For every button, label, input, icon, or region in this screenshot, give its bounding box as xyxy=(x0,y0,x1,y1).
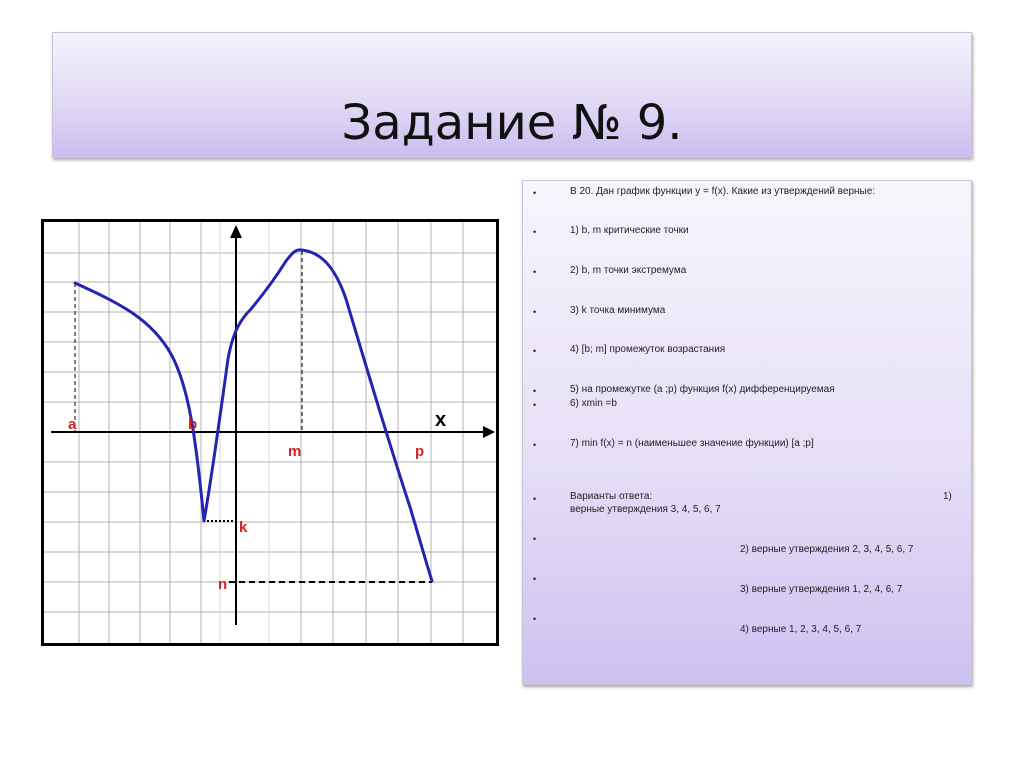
statement-3: 3) k точка минимума xyxy=(570,305,666,316)
bullet: • xyxy=(533,440,537,450)
statement-2: 2) b, m точки экстремума xyxy=(570,265,687,276)
answers-header: Варианты ответа: xyxy=(570,491,653,502)
slide-title: Задание № 9. xyxy=(341,95,683,151)
bullet: • xyxy=(533,400,537,410)
label-k: k xyxy=(239,519,248,536)
bullet: • xyxy=(533,386,537,396)
statement-5: 5) на промежутке (a ;p) функция f(x) дифференцируемая xyxy=(570,384,835,395)
bullet: • xyxy=(533,494,537,504)
label-n: n xyxy=(218,576,228,593)
function-graph xyxy=(41,219,499,646)
label-m: m xyxy=(288,443,302,460)
task-panel xyxy=(522,180,972,685)
answer-2: 2) верные утверждения 2, 3, 4, 5, 6, 7 xyxy=(740,544,914,555)
bullet: • xyxy=(533,574,537,584)
label-a: a xyxy=(68,416,77,433)
answer-1: верные утверждения 3, 4, 5, 6, 7 xyxy=(570,504,721,515)
title-panel xyxy=(52,32,972,158)
task-question: В 20. Дан график функции у = f(x). Какие из утверждений верные: xyxy=(570,186,876,197)
bullet: • xyxy=(533,534,537,544)
bullet: • xyxy=(533,267,537,277)
bullet: • xyxy=(533,307,537,317)
bullet: • xyxy=(533,346,537,356)
graph-svg xyxy=(41,219,499,646)
statement-7: 7) min f(x) = n (наименьшее значение функции) [a ;p] xyxy=(570,438,814,449)
label-b: b xyxy=(188,416,198,433)
statement-4: 4) [b; m] промежуток возрастания xyxy=(570,344,726,355)
answer-4: 4) верные 1, 2, 3, 4, 5, 6, 7 xyxy=(740,624,862,635)
answer-3: 3) верные утверждения 1, 2, 4, 6, 7 xyxy=(740,584,903,595)
bullet: • xyxy=(533,614,537,624)
bullet: • xyxy=(533,227,537,237)
label-x: x xyxy=(435,409,447,431)
bullet: • xyxy=(533,188,537,198)
statement-1: 1) b, m критические точки xyxy=(570,225,689,236)
statement-6: 6) xmin =b xyxy=(570,398,617,409)
answer-1-number: 1) xyxy=(943,491,952,502)
label-p: p xyxy=(415,443,425,460)
